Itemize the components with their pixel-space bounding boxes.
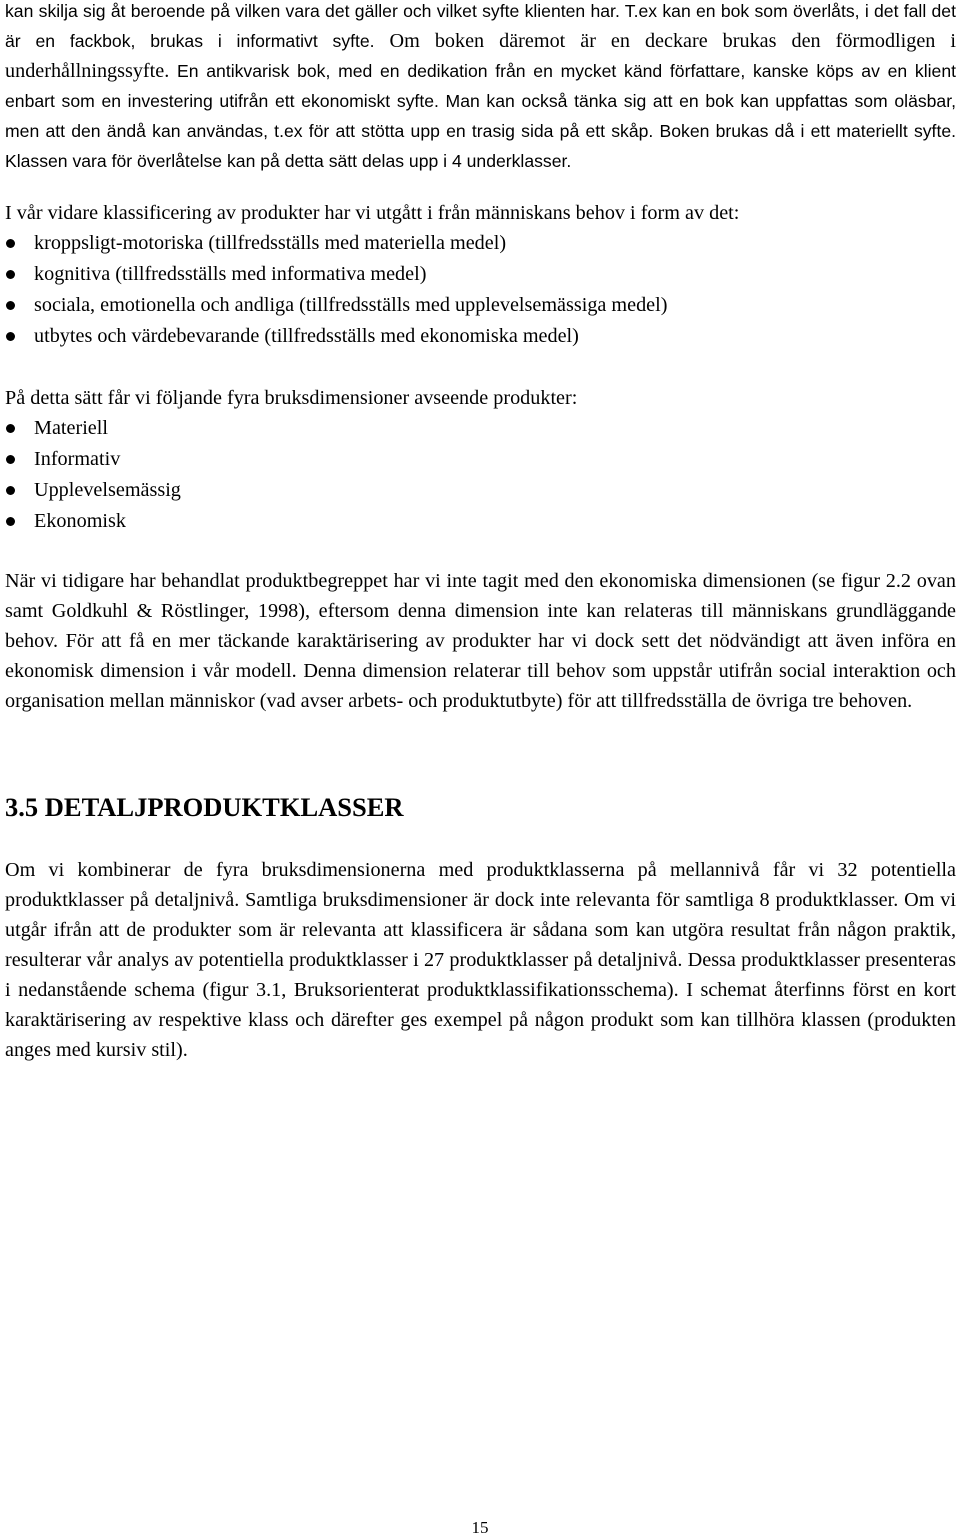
list-item [5, 444, 956, 475]
list-item-text: utbytes och värdebevarande (tillfredsställs med ekonomiska medel) [34, 325, 579, 347]
paragraph-text-part: Om boken däremot är en deckare brukas den förmodligen i underhållningssyfte. [5, 30, 956, 82]
section-title: DETALJPRODUKTKLASSER [44, 792, 404, 822]
paragraph-detail-classes: Om vi kombinerar de fyra bruksdimensionerna med produktklasserna på mellannivå får vi 32 potentiella produktklasser på detaljnivå. Samtliga bruksdimensioner är dock inte relevanta för samtliga 8 produktklasser. Om vi utgår ifrån att de produkter som är relevanta att klassificera är sådana som kan utgöra resultat från någon praktik, resulterar vår analys av potentiella produktklasser i 27 produktklasser på detaljnivå. Dessa produktklasser presenteras i nedanstående schema (figur 3.1, Bruksorienterat produktklassifikationsschema). I schemat återfinns först en kort karaktärisering av respektive klass och därefter ges exempel på någon produkt som kan tillhöra klassen (produkten anges med kursiv stil). [5, 859, 956, 1061]
paragraph-economic-dimension: När vi tidigare har behandlat produktbegreppet har vi inte tagit med den ekonomiska dimensionen (se figur 2.2 ovan samt Goldkuhl & Röstlinger, 1998), eftersom denna dimension inte kan relateras till människans grundläggande behov. För att få en mer täckande karaktärisering av produkter har vi dock sett det nödvändigt att även införa en ekonomisk dimension i vår modell. Denna dimension relaterar till behov som uppstår utifrån social interaktion och organisation mellan människor (vad avser arbets- och produktutbyte) för att tillfredsställa de övriga tre behoven. [5, 570, 956, 712]
list-item-text: Upplevelsemässig [34, 479, 181, 501]
paragraph-dimensions-intro: På detta sätt får vi följande fyra bruksdimensioner avseende produkter: [5, 387, 578, 409]
list-item [5, 321, 956, 352]
document-page [5, 0, 956, 1065]
bullet-icon [6, 424, 15, 433]
page-number: 15 [471, 1518, 489, 1537]
list-item-text: Ekonomisk [34, 510, 126, 532]
needs-list [5, 228, 956, 352]
bullet-icon [6, 301, 15, 310]
paragraph-needs-intro: I vår vidare klassificering av produkter har vi utgått i från människans behov i form av det: [5, 202, 740, 224]
list-item [5, 475, 956, 506]
list-item [5, 290, 956, 321]
section-number: 3.5 [5, 792, 39, 822]
bullet-icon [6, 455, 15, 464]
list-item-text: kroppsligt-motoriska (tillfredsställs med materiella medel) [34, 232, 507, 254]
bullet-icon [6, 270, 15, 279]
list-item-text: kognitiva (tillfredsställs med informativa medel) [34, 263, 427, 285]
list-item [5, 259, 956, 290]
paragraph-text-part: kan skilja sig åt beroende på vilken vara det gäller och vilket syfte klienten har. T.ex kan en bok som överlåts, i det fall det är en fackbok, brukas i informativt syfte. [5, 1, 956, 51]
bullet-icon [6, 332, 15, 341]
list-item-text: Informativ [34, 448, 121, 470]
bullet-icon [6, 486, 15, 495]
bullet-icon [6, 517, 15, 526]
list-item [5, 413, 956, 444]
paragraph-book-purpose [5, 0, 956, 176]
list-item [5, 506, 956, 537]
section-heading [5, 791, 956, 823]
list-item [5, 228, 956, 259]
dimensions-list [5, 413, 956, 537]
list-item-text: sociala, emotionella och andliga (tillfredsställs med upplevelsemässiga medel) [34, 294, 668, 316]
bullet-icon [6, 239, 15, 248]
list-item-text: Materiell [34, 417, 108, 439]
paragraph-text-part: En antikvarisk bok, med en dedikation från en mycket känd författare, kanske köps av en klient enbart som en investering utifrån ett ekonomiskt syfte. Man kan också tänka sig att en bok kan uppfattas som oläsbar, men att den ändå kan användas, t.ex för att stötta upp en trasig sida på ett skåp. Boken brukas då i ett materiellt syfte. Klassen vara för överlåtelse kan på detta sätt delas upp i 4 underklasser. [5, 61, 956, 171]
